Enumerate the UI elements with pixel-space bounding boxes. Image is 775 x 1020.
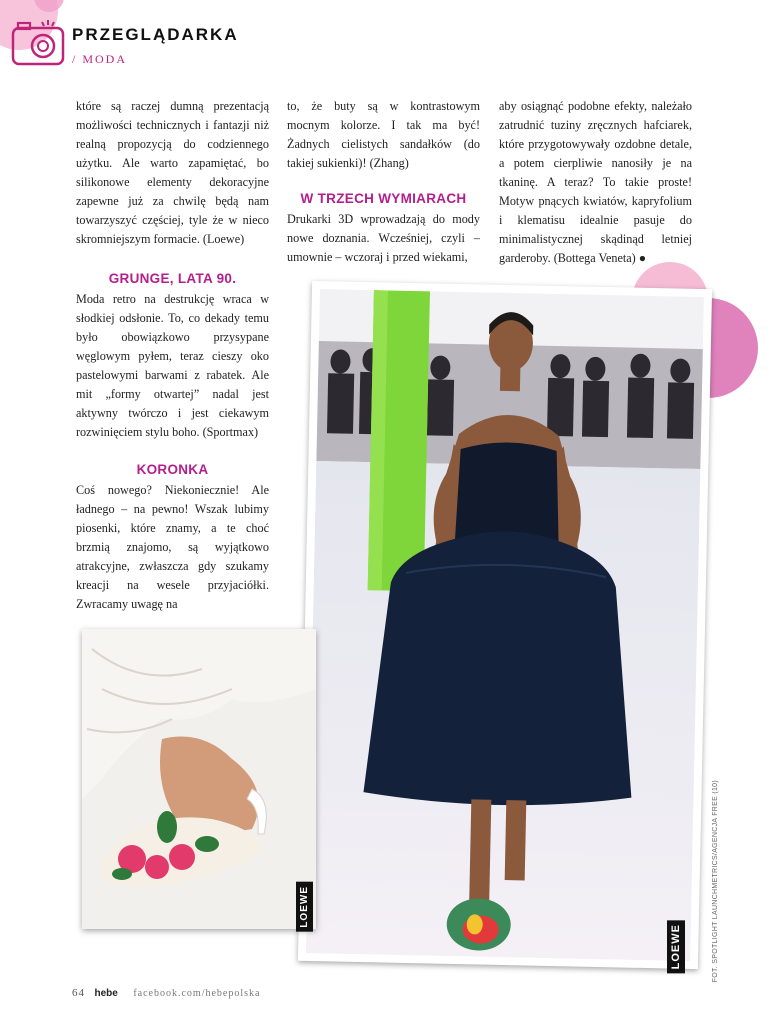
paragraph-bottega: aby osiągnąć podobne efekty, należało zatrudnić tuziny zręcznych hafciarek, które przygotowywały ozdobne detale, a potem cierpliwie nanosiły je na tkaninę. A teraz? To takie proste! Motyw pnących kwiatów, kapryfolium i klematisu idealnie pasuje do minimalistycznej skądinąd letniej garderoby. (Bottega Veneta) ●	[499, 99, 692, 265]
paragraph-3d: Drukarki 3D wprowadzają do mody nowe doznania. Wcześniej, czyli – umownie – wczoraj i przed wiekami,	[287, 212, 480, 264]
shoe-photo	[82, 629, 316, 929]
camera-icon	[10, 14, 66, 68]
article-column-2	[287, 97, 480, 267]
paragraph-intro: które są raczej dumną prezentacją możliwości technicznych i fantazji niż realną propozycją do codziennego użytku. Ale warto zapamiętać, bo silikonowe elementy dekoracyjne zapewne już za chwilę będą nam towarzyszyć częściej, tyle że w nieco skromniejszym formacie. (Loewe)	[76, 99, 269, 246]
page-footer	[72, 987, 260, 999]
section-title: PRZEGLĄDARKA	[72, 25, 239, 44]
paragraph-koronka: Coś nowego? Niekoniecznie! Ale ładnego – na pewno! Wszak lubimy piosenki, które znamy, a te choć brzmią znajomo, są wyjątkowo atrakcyjne, zwłaszcza gdy szukamy kreacji na wesele przyjaciółki. Zwracamy uwagę na	[76, 483, 269, 611]
photo-credit: FOT. SPOTLIGHT LAUNCHMETRICS/AGENCJA FREE (10)	[712, 780, 719, 983]
brand-name: hebe	[94, 988, 118, 999]
heading-3d: W TRZECH WYMIARACH	[300, 191, 467, 206]
runway-photo	[298, 281, 712, 969]
shoe-brand-tag: LOEWE	[296, 882, 313, 932]
article-column-1	[76, 97, 269, 614]
article-column-3	[499, 97, 692, 268]
page-number: 64	[72, 987, 85, 999]
section-subtitle: / MODA	[72, 52, 128, 66]
paragraph-grunge: Moda retro na destrukcję wraca w słodkiej odsłonie. To, co dekady temu było obowiązkowo przysypane węglowym pyłem, teraz cieszy oko pastelowymi barwami z rabatek. Ale mit „formy otwartej” nadal jest aktywny twórczo i jest ciekawym rozwinięciem stylu boho. (Sportmax)	[76, 292, 269, 439]
runway-brand-tag: LOEWE	[667, 920, 685, 973]
facebook-link[interactable]: facebook.com/hebepolska	[133, 988, 261, 999]
paragraph-zhang: to, że buty są w kontrastowym mocnym kolorze. I tak ma być! Żadnych cielistych sandałków (do takiej sukienki)! (Zhang)	[287, 99, 480, 170]
heading-grunge: GRUNGE, LATA 90.	[108, 271, 237, 286]
heading-koronka: KORONKA	[136, 462, 209, 477]
